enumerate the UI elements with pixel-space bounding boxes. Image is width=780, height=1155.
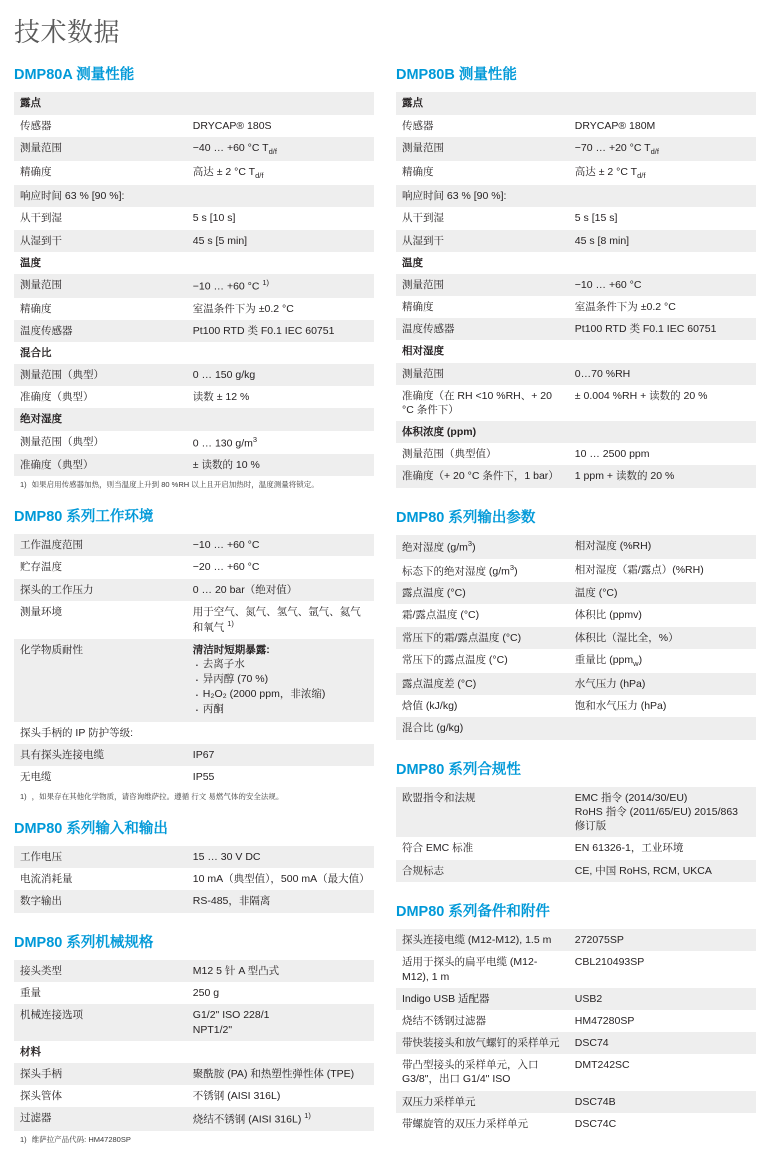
spec-value	[187, 342, 374, 364]
spec-key: 过滤器	[14, 1107, 187, 1131]
spec-value: 0…70 %RH	[569, 363, 756, 385]
section-heading: DMP80 系列工作环境	[14, 508, 154, 525]
table-row	[396, 1091, 756, 1113]
spec-key: 测量范围	[14, 137, 187, 161]
spec-key: 准确度（典型）	[14, 386, 187, 408]
section-dmp80-spares-accessories	[396, 904, 756, 1135]
table-row	[14, 115, 374, 137]
spec-key: 测量范围	[14, 274, 187, 298]
spec-key: 无电缆	[14, 766, 187, 788]
two-column-layout	[14, 67, 766, 1145]
table-row	[396, 385, 756, 421]
table-row	[14, 868, 374, 890]
table-row	[14, 207, 374, 229]
spec-value: 45 s [5 min]	[187, 230, 374, 252]
spec-value: 体积比（湿比全，%）	[569, 627, 756, 649]
table-row	[396, 115, 756, 137]
table-row	[396, 649, 756, 673]
spec-key: 符合 EMC 标准	[396, 837, 569, 859]
spec-key: 探头手柄	[14, 1063, 187, 1085]
spec-value: DSC74B	[569, 1091, 756, 1113]
spec-key: 霜/露点温度 (°C)	[396, 604, 569, 626]
table-row	[14, 364, 374, 386]
spec-value: 5 s [10 s]	[187, 207, 374, 229]
table-row	[396, 137, 756, 161]
table-row	[14, 960, 374, 982]
spec-key: 绝对湿度 $(g/m^3)$	[396, 535, 569, 559]
spec-value: 5 s [15 s]	[569, 207, 756, 229]
spec-value: USB2	[569, 988, 756, 1010]
spec-key: 从干到湿	[396, 207, 569, 229]
spec-value: −70 … +20 °C $T_{d/f}$	[569, 137, 756, 161]
spec-value: Pt100 RTD 类 F0.1 IEC 60751	[187, 320, 374, 342]
spec-key: 接头类型	[14, 960, 187, 982]
spec-key: 探头的工作压力	[14, 579, 187, 601]
left-column	[14, 67, 374, 1145]
spec-key: 露点温度 (°C)	[396, 582, 569, 604]
spec-key: 探头连接电缆 (M12-M12), 1.5 m	[396, 929, 569, 951]
spec-value: Pt100 RTD 类 F0.1 IEC 60751	[569, 318, 756, 340]
spec-value: 250 g	[187, 982, 374, 1004]
spec-key: 露点温度差 (°C)	[396, 673, 569, 695]
spec-key: 准确度（在 RH <10 %RH、+ 20 °C 条件下）	[396, 385, 569, 421]
table-row	[396, 860, 756, 882]
section-heading: DMP80 系列机械规格	[14, 934, 154, 951]
spec-value: 用于空气、氮气、氢气、氩气、氦气和氧气 $^{1)}$	[187, 601, 374, 639]
spec-key: 双压力采样单元	[396, 1091, 569, 1113]
footnotes	[14, 480, 374, 491]
spec-value: ± 读数的 10 %	[187, 454, 374, 476]
spec-key: 探头管体	[14, 1085, 187, 1107]
spec-value: −10 … +60 °C	[187, 534, 374, 556]
table-row	[14, 722, 374, 744]
spec-key: 测量范围（典型值）	[396, 443, 569, 465]
table-row	[14, 1004, 374, 1040]
spec-key: Indigo USB 适配器	[396, 988, 569, 1010]
table-row	[14, 556, 374, 578]
table-row	[396, 185, 756, 207]
spec-key: 常压下的霜/露点温度 (°C)	[396, 627, 569, 649]
spec-key: 测量环境	[14, 601, 187, 639]
spec-value	[569, 421, 756, 443]
spec-value: 室温条件下为 ±0.2 °C	[187, 298, 374, 320]
spec-key: 响应时间 63 % [90 %]:	[396, 185, 569, 207]
spec-key: 测量范围	[396, 274, 569, 296]
table-row	[14, 320, 374, 342]
spec-value: 0 … 20 bar（绝对值）	[187, 579, 374, 601]
spec-value: 水气压力 (hPa)	[569, 673, 756, 695]
spec-value: 体积比 (ppmv)	[569, 604, 756, 626]
table-row	[396, 929, 756, 951]
footnote: 1) ，如果存在其他化学物质，请咨询维萨拉。遵循 行文 易燃气体的安全法规。	[20, 792, 284, 802]
table-row	[14, 185, 374, 207]
spec-value	[187, 92, 374, 114]
table-row	[396, 559, 756, 583]
table-row	[14, 1085, 374, 1107]
table-row	[14, 982, 374, 1004]
table-row	[14, 454, 374, 476]
spec-key: 化学物质耐性	[14, 639, 187, 722]
table-row	[14, 230, 374, 252]
spec-key: 精确度	[396, 161, 569, 185]
spec-key: 焓值 (kJ/kg)	[396, 695, 569, 717]
table-row	[396, 363, 756, 385]
spec-value: 重量比 (ppm$_w$)	[569, 649, 756, 673]
spec-value: DMT242SC	[569, 1054, 756, 1090]
spec-key: 常压下的露点温度 (°C)	[396, 649, 569, 673]
table-row	[396, 443, 756, 465]
spec-value: 0 … 130 $g/m^3$	[187, 431, 374, 455]
spec-value: 15 … 30 V DC	[187, 846, 374, 868]
table-row	[396, 837, 756, 859]
spec-value	[569, 252, 756, 274]
section-dmp80a-performance	[14, 67, 374, 491]
spec-key: 温度	[14, 252, 187, 274]
footnote: 1) 维萨拉产品代码: HM47280SP	[20, 1134, 131, 1144]
table-row	[396, 1032, 756, 1054]
spec-value: HM47280SP	[569, 1010, 756, 1032]
spec-key: 数字输出	[14, 890, 187, 912]
spec-value: 不锈钢 (AISI 316L)	[187, 1085, 374, 1107]
table-row	[14, 744, 374, 766]
spec-key: 带凸型接头的采样单元，入口 G3/8"，出口 G1/4" ISO	[396, 1054, 569, 1090]
table-row	[396, 318, 756, 340]
spec-value: IP67	[187, 744, 374, 766]
spec-value: 高达 ± 2 °C $T_{d/f}$	[569, 161, 756, 185]
spec-table	[14, 534, 374, 788]
table-row	[14, 846, 374, 868]
spec-key: 露点	[14, 92, 187, 114]
spec-key: 温度传感器	[396, 318, 569, 340]
spec-table	[14, 92, 374, 476]
spec-value: 室温条件下为 ±0.2 °C	[569, 296, 756, 318]
spec-value: DSC74C	[569, 1113, 756, 1135]
spec-key: 机械连接选项	[14, 1004, 187, 1040]
table-row	[14, 1041, 374, 1063]
spec-value: 272075SP	[569, 929, 756, 951]
spec-value: 烧结不锈钢 (AISI 316L) $^{1)}$	[187, 1107, 374, 1131]
spec-key: 准确度（典型）	[14, 454, 187, 476]
spec-value	[187, 1041, 374, 1063]
spec-key: 重量	[14, 982, 187, 1004]
table-row	[14, 1063, 374, 1085]
spec-value: 相对湿度 (%RH)	[569, 535, 756, 559]
table-row	[396, 340, 756, 362]
spec-key: 烧结不锈钢过滤器	[396, 1010, 569, 1032]
table-row	[396, 951, 756, 987]
section-heading: DMP80 系列输入和输出	[14, 820, 168, 837]
spec-key: 测量范围（典型）	[14, 364, 187, 386]
spec-value: M12 5 针 A 型凸式	[187, 960, 374, 982]
spec-key: 材料	[14, 1041, 187, 1063]
spec-key: 欧盟指令和法规	[396, 787, 569, 838]
section-dmp80-mechanical-specs	[14, 935, 374, 1146]
spec-table	[14, 960, 374, 1131]
table-row	[396, 627, 756, 649]
spec-key: 混合比	[14, 342, 187, 364]
datasheet-page	[0, 12, 780, 1155]
table-row	[396, 207, 756, 229]
spec-value	[187, 722, 374, 744]
section-heading: DMP80A 测量性能	[14, 67, 135, 83]
spec-key: 标态下的绝对湿度 $(g/m^3)$	[396, 559, 569, 583]
spec-table	[396, 92, 756, 487]
spec-key: 相对湿度	[396, 340, 569, 362]
spec-value: IP55	[187, 766, 374, 788]
spec-key: 精确度	[14, 298, 187, 320]
spec-value: 饱和水气压力 (hPa)	[569, 695, 756, 717]
table-row	[14, 298, 374, 320]
spec-table	[396, 929, 756, 1135]
spec-key: 适用于探头的扁平电缆 (M12-M12), 1 m	[396, 951, 569, 987]
spec-key: 精确度	[14, 161, 187, 185]
table-row	[396, 604, 756, 626]
section-dmp80-compliance	[396, 762, 756, 882]
spec-key: 测量范围	[396, 137, 569, 161]
spec-key: 准确度（+ 20 °C 条件下，1 bar）	[396, 465, 569, 487]
table-row	[14, 161, 374, 185]
spec-key: 精确度	[396, 296, 569, 318]
spec-key: 传感器	[14, 115, 187, 137]
section-dmp80b-performance	[396, 67, 756, 488]
table-row	[396, 673, 756, 695]
spec-value: CE, 中国 RoHS, RCM, UKCA	[569, 860, 756, 882]
spec-key: 从湿到干	[14, 230, 187, 252]
section-dmp80-inputs-outputs	[14, 821, 374, 913]
table-row	[396, 296, 756, 318]
table-row	[14, 92, 374, 114]
spec-value: DRYCAP® 180M	[569, 115, 756, 137]
spec-key: 探头手柄的 IP 防护等级:	[14, 722, 187, 744]
spec-value: ± 0.004 %RH + 读数的 20 %	[569, 385, 756, 421]
table-row	[14, 431, 374, 455]
spec-value: 高达 ± 2 °C $T_{d/f}$	[187, 161, 374, 185]
spec-key: 传感器	[396, 115, 569, 137]
spec-key: 从干到湿	[14, 207, 187, 229]
section-heading: DMP80 系列备件和附件	[396, 903, 550, 920]
spec-value: DRYCAP® 180S	[187, 115, 374, 137]
spec-key: 露点	[396, 92, 569, 114]
table-row	[14, 601, 374, 639]
table-row	[14, 890, 374, 912]
spec-value: 温度 (°C)	[569, 582, 756, 604]
table-row	[14, 1107, 374, 1131]
spec-value: 聚酰胺 (PA) 和热塑性弹性体 (TPE)	[187, 1063, 374, 1085]
table-row	[396, 787, 756, 838]
table-row	[396, 274, 756, 296]
table-row	[14, 639, 374, 722]
spec-value: G1/2" ISO 228/1 NPT1/2"	[187, 1004, 374, 1040]
table-row	[396, 230, 756, 252]
table-row	[396, 465, 756, 487]
table-row	[396, 988, 756, 1010]
spec-value: CBL210493SP	[569, 951, 756, 987]
spec-value	[187, 408, 374, 430]
spec-value: −40 … +60 °C $T_{d/f}$	[187, 137, 374, 161]
spec-key: 测量范围（典型）	[14, 431, 187, 455]
spec-value: 读数 ± 12 %	[187, 386, 374, 408]
spec-value: 1 ppm + 读数的 20 %	[569, 465, 756, 487]
footnotes	[14, 792, 374, 803]
spec-value: −20 … +60 °C	[187, 556, 374, 578]
spec-value: 清洁时短期暴露: · 去离子水 · 异丙醇 (70 %) · H₂O₂ (2000 ppm，非浓缩) · 丙酮	[187, 639, 374, 722]
spec-key: 合规标志	[396, 860, 569, 882]
spec-value	[569, 717, 756, 739]
table-row	[396, 695, 756, 717]
spec-value: −10 … +60 °C	[569, 274, 756, 296]
spec-key: 响应时间 63 % [90 %]:	[14, 185, 187, 207]
table-row	[396, 717, 756, 739]
table-row	[396, 92, 756, 114]
section-heading: DMP80 系列合规性	[396, 761, 521, 778]
right-column	[396, 67, 756, 1139]
spec-value	[187, 185, 374, 207]
spec-value: 10 mA（典型值），500 mA（最大值）	[187, 868, 374, 890]
section-heading: DMP80B 测量性能	[396, 67, 517, 83]
footnotes	[14, 1135, 374, 1146]
table-row	[14, 534, 374, 556]
spec-key: 工作电压	[14, 846, 187, 868]
spec-key: 电流消耗量	[14, 868, 187, 890]
section-dmp80-operating-environment	[14, 509, 374, 803]
table-row	[396, 1054, 756, 1090]
table-row	[396, 252, 756, 274]
spec-table	[14, 846, 374, 913]
table-row	[14, 342, 374, 364]
spec-key: 贮存温度	[14, 556, 187, 578]
spec-key: 工作温度范围	[14, 534, 187, 556]
spec-value	[569, 92, 756, 114]
spec-value: 10 … 2500 ppm	[569, 443, 756, 465]
spec-value: 相对湿度（霜/露点）(%RH)	[569, 559, 756, 583]
table-row	[396, 1113, 756, 1135]
spec-key: 混合比 (g/kg)	[396, 717, 569, 739]
table-row	[14, 137, 374, 161]
spec-value: EMC 指令 (2014/30/EU) RoHS 指令 (2011/65/EU) 2015/863 修订版	[569, 787, 756, 838]
spec-value: 0 … 150 g/kg	[187, 364, 374, 386]
spec-value: DSC74	[569, 1032, 756, 1054]
spec-table	[396, 787, 756, 882]
table-row	[14, 252, 374, 274]
spec-key: 体积浓度 (ppm)	[396, 421, 569, 443]
page-title: 技术数据	[14, 17, 121, 47]
spec-key: 绝对湿度	[14, 408, 187, 430]
table-row	[14, 766, 374, 788]
spec-key: 带螺旋管的双压力采样单元	[396, 1113, 569, 1135]
spec-key: 具有探头连接电缆	[14, 744, 187, 766]
spec-value: RS-485，非隔离	[187, 890, 374, 912]
section-heading: DMP80 系列输出参数	[396, 509, 536, 526]
footnote: 1) 如果启用传感器加热，则当温度上升到 80 %RH 以上且开启加热时，温度测量将锁定。	[20, 480, 319, 490]
table-row	[396, 582, 756, 604]
spec-value	[187, 252, 374, 274]
spec-key: 测量范围	[396, 363, 569, 385]
spec-value: EN 61326-1，工业环境	[569, 837, 756, 859]
table-row	[14, 274, 374, 298]
spec-value	[569, 340, 756, 362]
spec-key: 从湿到干	[396, 230, 569, 252]
table-row	[14, 408, 374, 430]
table-row	[396, 161, 756, 185]
section-dmp80-output-parameters	[396, 510, 756, 740]
spec-key: 温度传感器	[14, 320, 187, 342]
spec-table	[396, 535, 756, 740]
table-row	[396, 421, 756, 443]
table-row	[14, 386, 374, 408]
spec-key: 温度	[396, 252, 569, 274]
table-row	[14, 579, 374, 601]
spec-value: 45 s [8 min]	[569, 230, 756, 252]
table-row	[396, 535, 756, 559]
spec-value	[569, 185, 756, 207]
spec-key: 带快装接头和放气螺钉的采样单元	[396, 1032, 569, 1054]
spec-value: −10 … +60 °C $^{1)}$	[187, 274, 374, 298]
